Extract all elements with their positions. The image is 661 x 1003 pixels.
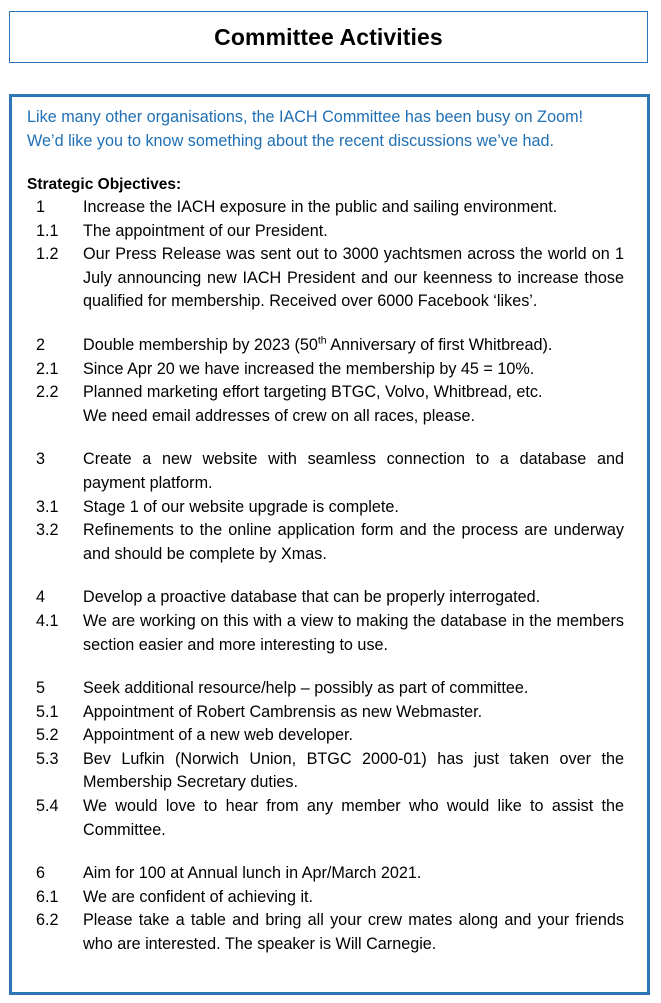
intro-text	[27, 106, 647, 153]
list-item	[12, 334, 647, 358]
item-text: Develop a proactive database that can be properly interrogated.	[83, 588, 541, 607]
list-item	[12, 677, 647, 701]
item-text: Create a new website with seamless connection to a database and payment platform.	[83, 450, 624, 492]
item-text: The appointment of our President.	[83, 221, 328, 240]
intro-line: Like many other organisations, the IACH Committee has been busy on Zoom!	[27, 108, 584, 126]
list-item	[12, 243, 647, 314]
page-title: Committee Activities	[214, 23, 443, 50]
item-text: Our Press Release was sent out to 3000 yachtsmen across the world on 1 July announcing new IACH President and our keenness to increase those qualified for membership. Received over 6000 Facebook ‘likes’.	[83, 245, 624, 311]
list-item	[12, 220, 647, 244]
list-item	[12, 909, 647, 956]
item-number: 2.1	[36, 359, 59, 378]
item-text: Double membership by 2023 (50th Anniversary of first Whitbread).	[83, 334, 553, 354]
item-text: Appointment of a new web developer.	[83, 726, 353, 745]
item-text: We are working on this with a view to making the database in the members section easier and more interesting to use.	[83, 611, 624, 654]
list-item	[12, 496, 647, 520]
list-item	[12, 795, 647, 842]
item-number: 5	[36, 679, 46, 698]
item-text: Appointment of Robert Cambrensis as new Webmaster.	[83, 702, 483, 721]
item-text: Since Apr 20 we have increased the membership by 45 = 10%.	[83, 359, 535, 378]
list-item	[12, 196, 647, 220]
list-item	[12, 724, 647, 748]
list-item	[12, 381, 647, 428]
item-number: 1	[36, 198, 46, 216]
item-number: 4	[36, 588, 46, 607]
item-number: 5.2	[36, 726, 59, 745]
item-number: 1.2	[36, 245, 59, 264]
list-item	[12, 610, 647, 657]
list-item	[12, 748, 647, 795]
item-text: Refinements to the online application form and the process are underway and should be complete by Xmas.	[83, 521, 624, 563]
superscript: th	[317, 334, 327, 347]
intro-line: We’d like you to know something about the recent discussions we’ve had.	[27, 131, 554, 150]
item-number: 6	[36, 864, 46, 883]
item-text-continued: We need email addresses of crew on all races, please.	[83, 406, 476, 425]
item-number: 3.2	[36, 521, 59, 540]
list-item	[12, 862, 647, 886]
item-number: 5.4	[36, 797, 59, 816]
section-heading: Strategic Objectives:	[27, 176, 182, 193]
item-number: 6.1	[36, 887, 59, 906]
objectives-list	[12, 196, 647, 957]
item-number: 6.2	[36, 911, 59, 930]
item-number: 3	[36, 450, 46, 469]
list-item	[12, 886, 647, 910]
item-text: We would love to hear from any member who would like to assist the Committee.	[83, 797, 624, 839]
item-text: We are confident of achieving it.	[83, 887, 314, 906]
item-number: 4.1	[36, 611, 59, 630]
list-item	[12, 586, 647, 610]
item-number: 3.1	[36, 497, 59, 516]
item-number: 2	[36, 335, 46, 354]
list-item	[12, 701, 647, 725]
item-text: Increase the IACH exposure in the public and sailing environment.	[83, 198, 558, 216]
item-text: Stage 1 of our website upgrade is complete.	[83, 497, 399, 516]
item-number: 2.2	[36, 383, 59, 402]
list-item	[12, 358, 647, 382]
title-box	[9, 11, 648, 63]
item-number: 5.3	[36, 749, 59, 768]
item-text: Seek additional resource/help – possibly as part of committee.	[83, 679, 529, 698]
item-text: Bev Lufkin (Norwich Union, BTGC 2000-01) has just taken over the Membership Secretary duties.	[83, 749, 624, 792]
list-item	[12, 519, 647, 566]
item-text: Planned marketing effort targeting BTGC, Volvo, Whitbread, etc.	[83, 383, 543, 402]
item-text: Aim for 100 at Annual lunch in Apr/March 2021.	[83, 864, 422, 883]
content-box	[9, 94, 650, 995]
item-text: Please take a table and bring all your crew mates along and your friends who are interested. The speaker is Will Carnegie.	[83, 911, 624, 954]
list-item	[12, 448, 647, 495]
item-number: 5.1	[36, 702, 59, 721]
item-number: 1.1	[36, 221, 59, 240]
